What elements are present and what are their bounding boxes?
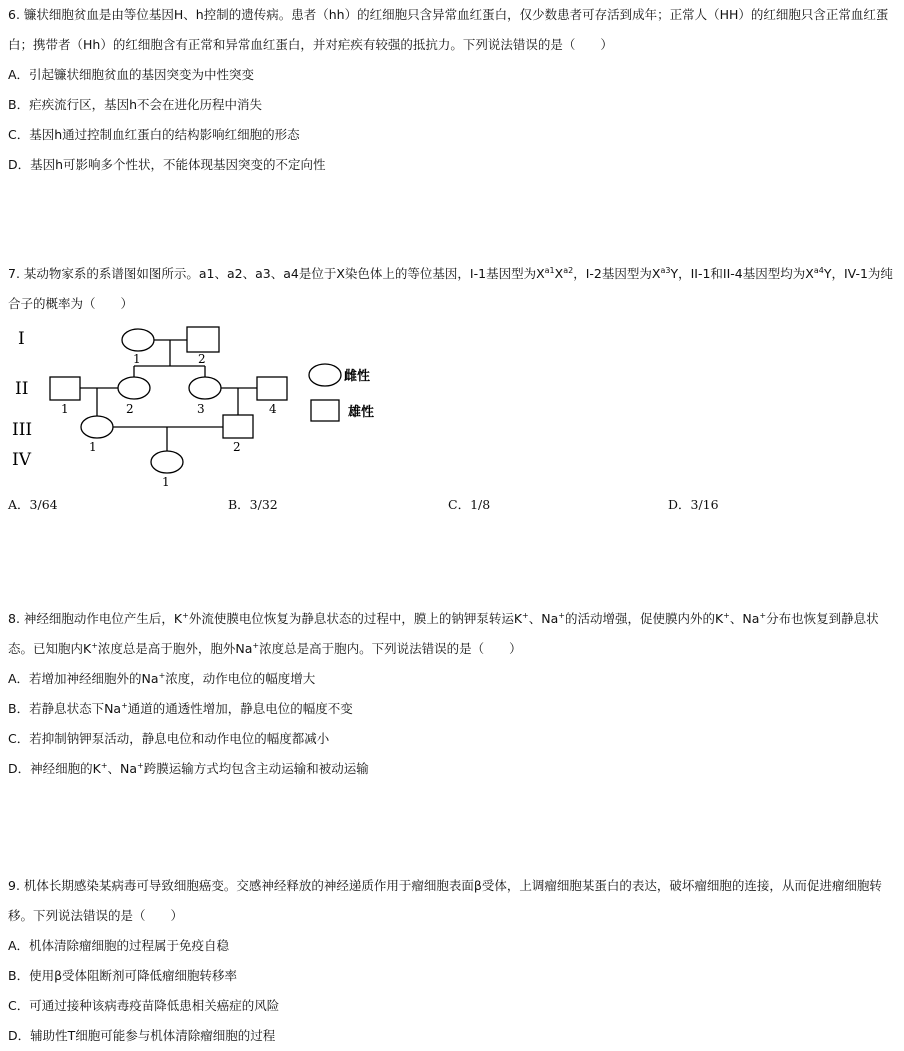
- question-8-option-b[interactable]: B．若静息状态下Na+通道的通透性增加，静息电位的幅度不变: [8, 700, 353, 716]
- question-9: [8, 871, 894, 1051]
- question-7-option-d[interactable]: D．3/16: [668, 497, 719, 512]
- question-9-stem: 9. 机体长期感染某病毒可导致细胞癌变。交感神经释放的神经递质作用于瘤细胞表面β受体，上调瘤细胞某蛋白的表达，破坏瘤细胞的连接，从而促进瘤细胞转移。下列说法错误的是（ ）: [8, 878, 882, 923]
- iii2-number: 2: [233, 440, 241, 454]
- i2-male-symbol: [187, 327, 219, 352]
- iii1-female-symbol: [81, 416, 113, 438]
- generation-label-iv: IV: [12, 450, 31, 470]
- i1-female-symbol: [122, 329, 154, 351]
- question-6-option-d[interactable]: D．基因h可影响多个性状，不能体现基因突变的不定向性: [8, 157, 326, 172]
- iii1-number: 1: [89, 440, 97, 454]
- i2-number: 2: [198, 352, 206, 366]
- ii3-female-symbol: [189, 377, 221, 399]
- legend-male-label: 雄性: [348, 405, 375, 420]
- iii2-male-symbol: [223, 415, 253, 438]
- question-9-option-a[interactable]: A．机体清除瘤细胞的过程属于免疫自稳: [8, 938, 230, 953]
- question-6-option-c[interactable]: C．基因h通过控制血红蛋白的结构影响红细胞的形态: [8, 127, 300, 142]
- question-7-stem: 7. 某动物家系的系谱图如图所示。a1、a2、a3、a4是位于X染色体上的等位基因，I-1基因型为$X^{a1}X^{a2}$，I-2基因型为$X^{a3}Y$，II-1和II-4基因型均为$X^{a4}Y$，IV-1为纯合子的概率为（ ）: [8, 265, 893, 311]
- question-7-option-a[interactable]: A．3/64: [8, 497, 58, 512]
- question-9-option-d[interactable]: D．辅助性T细胞可能参与机体清除瘤细胞的过程: [8, 1028, 276, 1043]
- question-7: [8, 259, 894, 319]
- ii4-number: 4: [269, 402, 277, 416]
- generation-label-ii: II: [15, 379, 29, 399]
- ii1-male-symbol: [50, 377, 80, 400]
- question-8: [8, 604, 894, 784]
- iv1-number: 1: [162, 475, 170, 489]
- question-7-options: [8, 490, 894, 520]
- question-8-option-a[interactable]: A．若增加神经细胞外的Na+浓度，动作电位的幅度增大: [8, 670, 316, 686]
- question-8-option-d[interactable]: D．神经细胞的K+、Na+跨膜运输方式均包含主动运输和被动运输: [8, 760, 369, 776]
- legend-female-icon: [309, 364, 341, 386]
- ii1-number: 1: [61, 402, 69, 416]
- pedigree-diagram: [0, 318, 400, 493]
- question-6: [8, 0, 894, 180]
- question-7-option-c[interactable]: C．1/8: [448, 497, 491, 512]
- question-8-stem: 8. 神经细胞动作电位产生后，K+外流使膜电位恢复为静息状态的过程中，膜上的钠钾泵转运K+、Na+的活动增强，促使膜内外的K+、Na+分布也恢复到静息状态。已知胞内K+浓度总是高于胞外，胞外Na+浓度总是高于胞内。下列说法错误的是（ ）: [8, 610, 879, 656]
- ii2-number: 2: [126, 402, 134, 416]
- question-6-option-b[interactable]: B．疟疾流行区，基因h不会在进化历程中消失: [8, 97, 262, 112]
- legend-male-icon: [311, 400, 339, 421]
- question-6-option-a[interactable]: A．引起镰状细胞贫血的基因突变为中性突变: [8, 67, 255, 82]
- iv1-female-symbol: [151, 451, 183, 473]
- ii2-female-symbol: [118, 377, 150, 399]
- question-9-option-c[interactable]: C．可通过接种该病毒疫苗降低患相关癌症的风险: [8, 998, 280, 1013]
- question-6-stem: 6. 镰状细胞贫血是由等位基因H、h控制的遗传病。患者（hh）的红细胞只含异常血红蛋白，仅少数患者可存活到成年；正常人（HH）的红细胞只含正常血红蛋白；携带者（Hh）的红细胞含有正常和异常血红蛋白，并对疟疾有较强的抵抗力。下列说法错误的是（ ）: [8, 7, 889, 52]
- question-8-option-c[interactable]: C．若抑制钠钾泵活动，静息电位和动作电位的幅度都减小: [8, 731, 330, 746]
- legend-female-label: 雌性: [344, 369, 371, 384]
- ii3-number: 3: [197, 402, 205, 416]
- ii4-male-symbol: [257, 377, 287, 400]
- question-7-option-b[interactable]: B．3/32: [228, 497, 278, 512]
- i1-number: 1: [133, 352, 141, 366]
- generation-label-iii: III: [12, 420, 33, 440]
- generation-label-i: I: [18, 329, 25, 349]
- question-9-option-b[interactable]: B．使用β受体阻断剂可降低瘤细胞转移率: [8, 968, 238, 983]
